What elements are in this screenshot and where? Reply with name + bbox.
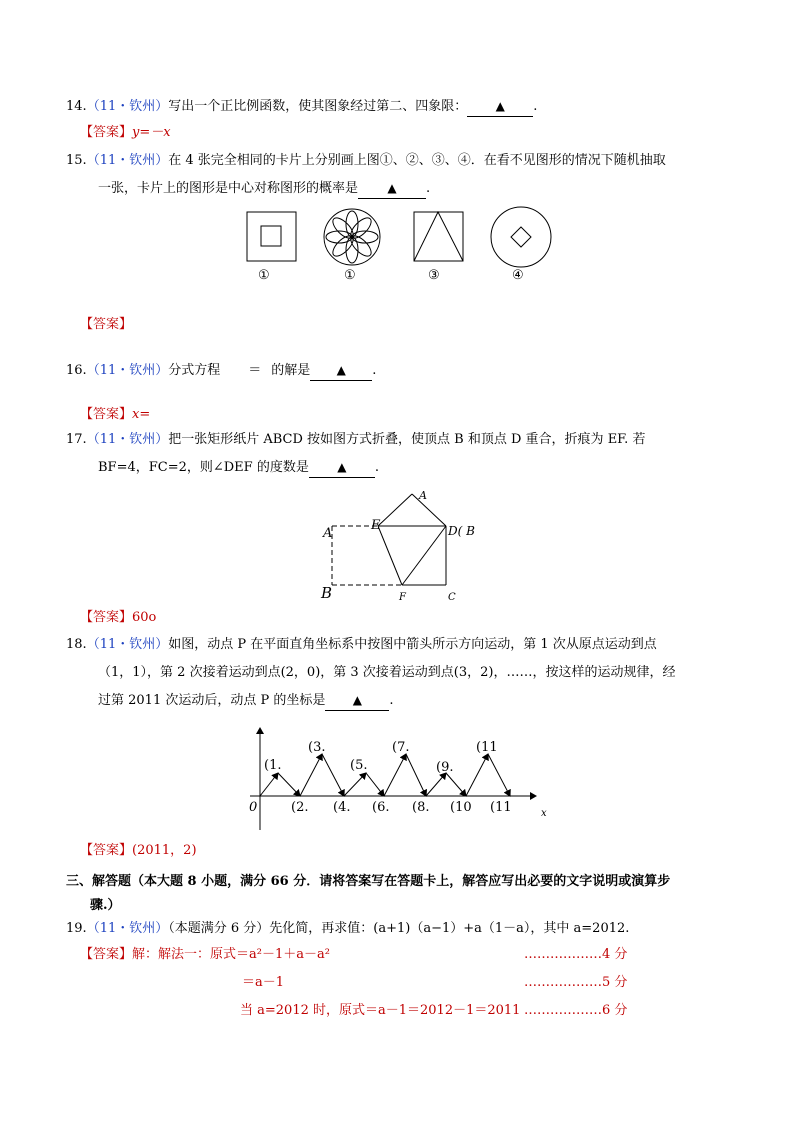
q15-blank[interactable]: ▲ — [358, 179, 426, 199]
section-3-heading: 三、解答题（本大题 8 小题，满分 66 分．请将答案写在答题卡上，解答应写出必要的文字说明或演算步 — [66, 874, 671, 889]
diamond-in-circle-figure — [491, 207, 551, 267]
q17-label-c: C — [448, 592, 456, 603]
q17-answer: 【答案】60o — [80, 610, 157, 625]
q15-label-1: ① — [258, 268, 270, 283]
q15-line1: 15.（11・钦州）在 4 张完全相同的卡片上分别画上图①、②、③、④．在看不见图形的情况下随机抽取 — [66, 153, 666, 168]
q18-base-label-10: (10 — [450, 800, 472, 815]
q16-blank[interactable]: ▲ — [310, 361, 372, 381]
q17-blank[interactable]: ▲ — [309, 458, 375, 478]
q15-label-4: ④ — [512, 268, 524, 283]
q18-point-label-3: (3. — [308, 740, 326, 755]
q15-label-2: ① — [344, 268, 356, 283]
triangle-in-square-figure — [414, 212, 463, 261]
q15-line2: 一张，卡片上的图形是中心对称图形的概率是 ▲ . — [98, 179, 430, 199]
q18-point-label-5: (5. — [350, 758, 368, 773]
q14-blank[interactable]: ▲ — [467, 97, 533, 117]
q18-base-label-4: (4. — [333, 800, 351, 815]
q19-line: 19.（11・钦州）（本题满分 6 分）先化简，再求值：(a+1)（a−1）+a（1－a），其中 a=2012. — [66, 921, 630, 936]
q18-line3: 过第 2011 次运动后，动点 P 的坐标是 ▲ . — [98, 691, 394, 711]
q15-answer: 【答案】 — [80, 317, 133, 332]
q18-point-label-9: (9. — [436, 760, 454, 775]
q19-answer-line1: 【答案】解：解法一：原式＝a²－1＋a－a² — [80, 947, 330, 962]
q18-base-label-11: (11 — [490, 800, 512, 815]
q18-base-label-2: (2. — [291, 800, 309, 815]
q18-line1: 18.（11・钦州）如图，动点 P 在平面直角坐标系中按图中箭头所示方向运动，第 1 次从原点运动到点 — [66, 637, 657, 652]
q17-label-e: E — [371, 518, 381, 533]
q18-point-label-11: (11 — [476, 740, 498, 755]
q17-label-db: D( B — [448, 524, 475, 538]
q18-line2: （1，1），第 2 次接着运动到点(2，0)，第 3 次接着运动到点(3，2)，……，按这样的运动规律，经 — [98, 665, 676, 680]
q14-line: 14.（11・钦州）写出一个正比例函数，使其图象经过第二、四象限： ▲ . — [66, 97, 537, 117]
q17-fold-figure — [320, 488, 480, 600]
q16-answer: 【答案】x= — [80, 407, 151, 422]
q17-label-a-top: A — [419, 489, 427, 502]
q14-source: （11・钦州） — [86, 99, 169, 114]
q14-answer: 【答案】y=－x — [80, 125, 171, 140]
q18-base-label-8: (8. — [412, 800, 430, 815]
q15-label-3: ③ — [428, 268, 440, 283]
q17-line1: 17.（11・钦州）把一张矩形纸片 ABCD 按如图方式折叠，使顶点 B 和顶点 D 重合，折痕为 EF. 若 — [66, 432, 646, 447]
q18-answer: 【答案】(2011，2) — [80, 843, 197, 858]
q17-line2: BF=4，FC=2，则∠DEF 的度数是 ▲ . — [98, 458, 379, 478]
q14-text: 写出一个正比例函数，使其图象经过第二、四象限： — [168, 99, 468, 114]
q17-label-b: B — [321, 584, 333, 602]
q19-answer-line3: 当 a=2012 时，原式＝a－1＝2012－1＝2011 — [240, 1003, 521, 1018]
square-in-square-figure — [247, 212, 296, 261]
q19-score1: ………………4 分 — [524, 947, 628, 962]
q17-label-a-left: A — [323, 526, 333, 541]
q19-answer-line2: ＝a－1 — [242, 975, 285, 990]
q14-number: 14. — [66, 99, 87, 114]
q19-score2: ………………5 分 — [524, 975, 628, 990]
q16-line: 16.（11・钦州）分式方程 ＝ 的解是 ▲ . — [66, 361, 376, 381]
q18-origin-label: 0 — [249, 800, 258, 815]
flower-circle-figure — [324, 209, 380, 265]
section-3-heading-cont: 骤.） — [90, 898, 121, 913]
q18-point-label-7: (7. — [392, 740, 410, 755]
q18-x-label: x — [541, 808, 547, 819]
q18-point-label-1: (1. — [264, 758, 282, 773]
q18-base-label-6: (6. — [372, 800, 390, 815]
q18-blank[interactable]: ▲ — [325, 691, 389, 711]
q19-score3: ………………6 分 — [524, 1003, 628, 1018]
q18-path-figure — [246, 718, 556, 833]
q17-label-f: F — [399, 592, 406, 603]
